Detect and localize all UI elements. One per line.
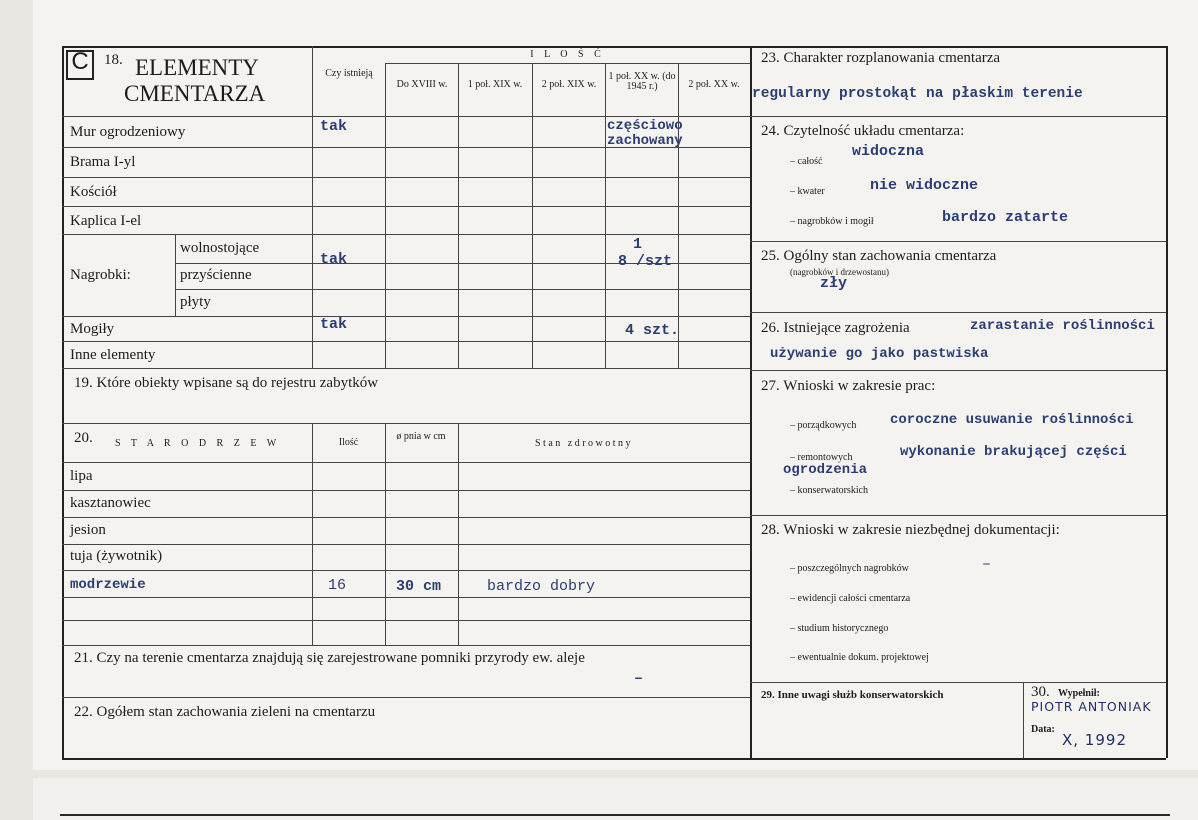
next-sheet-edge [33, 778, 1198, 820]
s24-nagrobkow-value: bardzo zatarte [942, 209, 1069, 226]
wolnostojace-count-correction: 1 [633, 236, 643, 253]
col-health-header: S t a n z d r o w o t n y [535, 438, 631, 449]
section-19-label: 19. Które obiekty wpisane są do rejestru zabytków [74, 375, 379, 391]
col-diam-header: ø pnia w cm [396, 431, 446, 442]
section-18-title-1: ELEMENTY [135, 55, 259, 80]
section-20-number: 20. [74, 430, 93, 446]
section-22-label: 22. Ogółem stan zachowania zieleni na cmentarzu [74, 704, 376, 720]
tree-entry-health: bardzo dobry [487, 578, 596, 595]
section-26-answer-2: używanie go jako pastwiska [770, 346, 989, 362]
section-30-label: Wypełnił: [1058, 688, 1100, 699]
section-27-label: 27. Wnioski w zakresie prac: [761, 378, 936, 394]
section-18-number: 18. [104, 52, 123, 68]
section-29-label: 29. Inne uwagi służb konserwatorskich [761, 689, 944, 701]
s24-nagrobkow-label: – nagrobków i mogił [790, 216, 874, 227]
section-25-answer: zły [820, 275, 848, 292]
section-23-answer: regularny prostokąt na płaskim terenie [752, 86, 1083, 102]
s28-c-label: – studium historycznego [790, 623, 889, 634]
row-przyscienne: przyścienne [180, 267, 252, 283]
s24-kwater-label: – kwater [790, 186, 825, 197]
col-exists-header: Czy istnieją [325, 68, 373, 79]
s27-rem-label: – remontowych [790, 452, 853, 463]
wolnostojace-exists-value: tak [320, 251, 348, 268]
col-20a-header: 1 poł. XX w. (do 1945 r.) [608, 71, 676, 92]
col-count-header: Ilość [338, 437, 359, 448]
section-28-label: 28. Wnioski w zakresie niezbędnej dokumentacji: [761, 522, 1060, 538]
section-18-title-2: CMENTARZA [124, 81, 266, 106]
s28-a-value: – [982, 556, 992, 573]
date-label: Data: [1031, 724, 1055, 735]
s24-calosc-value: widoczna [852, 143, 925, 160]
row-mogily: Mogiły [70, 321, 115, 337]
s28-a-label: – poszczególnych nagrobków [790, 563, 909, 574]
section-25-label: 25. Ogólny stan zachowania cmentarza [761, 248, 997, 264]
section-23-label: 23. Charakter rozplanowania cmentarza [761, 50, 1001, 66]
s27-rem-value-1: wykonanie brakującej części [900, 444, 1127, 460]
tree-entry-name: modrzewie [70, 577, 146, 593]
row-inne: Inne elementy [70, 347, 156, 363]
wolnostojace-count-value: 8 /szt [618, 253, 673, 270]
section-26-label: 26. Istniejące zagrożenia [761, 320, 910, 336]
row-plyty: płyty [180, 294, 211, 310]
tree-row: jesion [70, 522, 106, 538]
s27-kons-label: – konserwatorskich [790, 485, 869, 496]
tree-row: tuja (żywotnik) [70, 548, 163, 564]
mogily-exists-value: tak [320, 316, 348, 333]
section-25-sub: (nagrobków i drzewostanu) [790, 267, 889, 277]
filled-by-signature: PIOTR ANTONIAK [1031, 699, 1152, 714]
section-24-label: 24. Czytelność układu cmentarza: [761, 123, 965, 139]
section-30-number: 30. [1031, 684, 1050, 700]
row-brama: Brama I-yl [70, 154, 136, 170]
s28-d-label: – ewentualnie dokum. projektowej [790, 652, 929, 663]
mur-exists-value: tak [320, 118, 348, 135]
s24-kwater-value: nie widoczne [870, 177, 979, 194]
mur-20a-value-2: zachowany [607, 133, 683, 149]
section-21-label: 21. Czy na terenie cmentarza znajdują się zarejestrowane pomniki przyrody ew. aleje [74, 650, 585, 666]
col-19a-header: 1 poł. XIX w. [467, 79, 523, 90]
ilosc-header: I L O Ś Ć [530, 49, 605, 60]
s27-porz-label: – porządkowych [790, 420, 857, 431]
mur-20a-value-1: częściowo [607, 118, 683, 134]
tree-entry-diam: 30 cm [396, 578, 442, 595]
section-21-answer: – [634, 670, 644, 687]
row-wolnostojace: wolnostojące [180, 240, 260, 256]
section-20-title: S T A R O D R Z E W [115, 438, 281, 449]
row-kosciol: Kościół [70, 184, 117, 200]
col-19b-header: 2 poł. XIX w. [541, 79, 597, 90]
row-kaplica: Kaplica I-el [70, 213, 142, 229]
col-pre18-header: Do XVIII w. [396, 79, 448, 90]
section-letter: C [71, 48, 89, 75]
tree-entry-count: 16 [328, 577, 347, 594]
section-26-answer-1: zarastanie roślinności [970, 318, 1155, 334]
col-20b-header: 2 poł. XX w. [688, 79, 740, 90]
s27-porz-value: coroczne usuwanie roślinności [890, 412, 1134, 428]
s28-b-label: – ewidencji całości cmentarza [790, 593, 911, 604]
tree-row: lipa [70, 468, 93, 484]
row-nagrobki: Nagrobki: [70, 267, 131, 283]
s24-calosc-label: – całość [790, 156, 823, 167]
date-value: X, 1992 [1062, 731, 1127, 749]
row-mur: Mur ogrodzeniowy [70, 124, 186, 140]
mogily-count-value: 4 szt. [625, 322, 680, 339]
s27-rem-value-2: ogrodzenia [783, 462, 868, 478]
tree-row: kasztanowiec [70, 495, 151, 511]
